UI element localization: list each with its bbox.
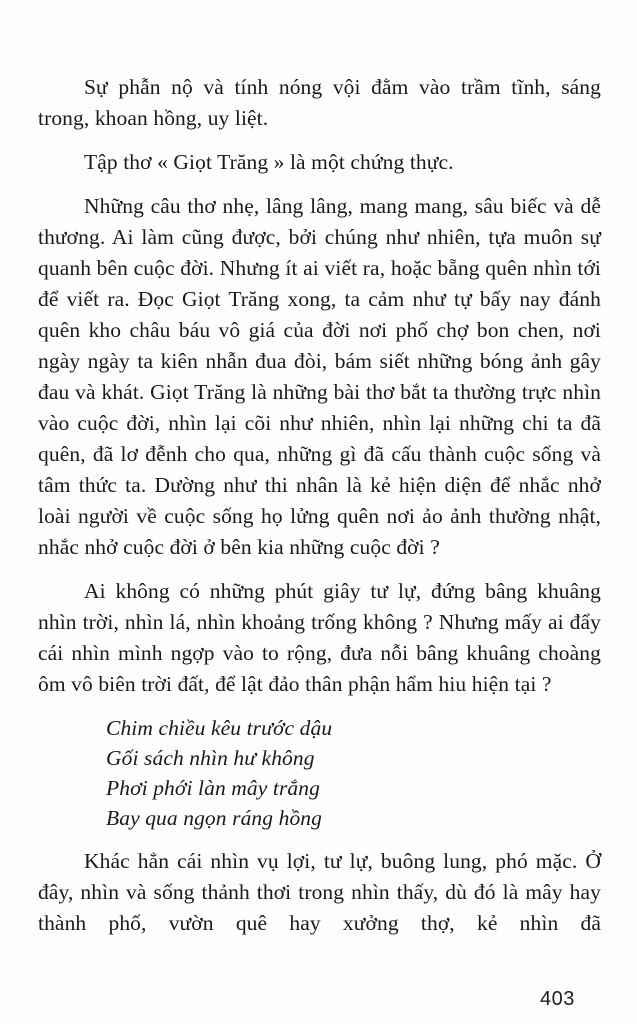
- paragraph-1: Sự phẫn nộ và tính nóng vội đằm vào trầm tĩnh, sáng trong, khoan hồng, uy liệt.: [38, 75, 601, 130]
- paragraph-3: Những câu thơ nhẹ, lâng lâng, mang mang, sâu biếc và dễ thương. Ai làm cũng được, bởi chúng như nhiên, tựa muôn sự quanh bên cuộc đời. Nhưng ít ai viết ra, hoặc bẵng quên nhìn tới để viết ra. Đọc Giọt Trăng xong, ta cảm như tự bấy nay đánh quên kho châu báu vô giá của đời nơi phố chợ bon chen, nơi ngày ngày ta kiên nhẫn đua đòi, bám siết những bóng ảnh gây đau và khát. Giọt Trăng là những bài thơ bắt ta thường trực nhìn vào cuộc đời, nhìn lại cõi như nhiên, nhìn lại những chi ta đã quên, đã lơ đễnh cho qua, những gì đã cấu thành cuộc sống và tâm thức ta. Dường như thi nhân là kẻ hiện diện để nhắc nhở loài người về cuộc sống họ lửng quên nơi ảo ảnh thường nhật, nhắc nhở cuộc đời ở bên kia những cuộc đời ?: [38, 194, 601, 559]
- page-number: 403: [540, 988, 575, 1010]
- poem-line: Gối sách nhìn hư không: [106, 746, 315, 770]
- poem-line: Bay qua ngọn ráng hồng: [106, 806, 322, 830]
- poem-stanza: [106, 713, 601, 833]
- text-block: [38, 72, 601, 939]
- paragraph-5: Khác hẳn cái nhìn vụ lợi, tư lự, buông lung, phó mặc. Ở đây, nhìn và sống thảnh thơi trong nhìn thấy, dù đó là mây hay thành phố, vườn quê hay xưởng thợ, kẻ nhìn đã: [38, 849, 601, 935]
- poem-line: Phơi phới làn mây trắng: [106, 776, 320, 800]
- paragraph-4: Ai không có những phút giây tư lự, đứng bâng khuâng nhìn trời, nhìn lá, nhìn khoảng trống không ? Nhưng mấy ai đẩy cái nhìn mình ngợp vào to rộng, đưa nỗi bâng khuâng choàng ôm vô biên trời đất, để lật đảo thân phận hẩm hiu hiện tại ?: [38, 579, 601, 696]
- paragraph-2: Tập thơ « Giọt Trăng » là một chứng thực.: [84, 150, 454, 174]
- poem-line: Chim chiều kêu trước dậu: [106, 716, 333, 740]
